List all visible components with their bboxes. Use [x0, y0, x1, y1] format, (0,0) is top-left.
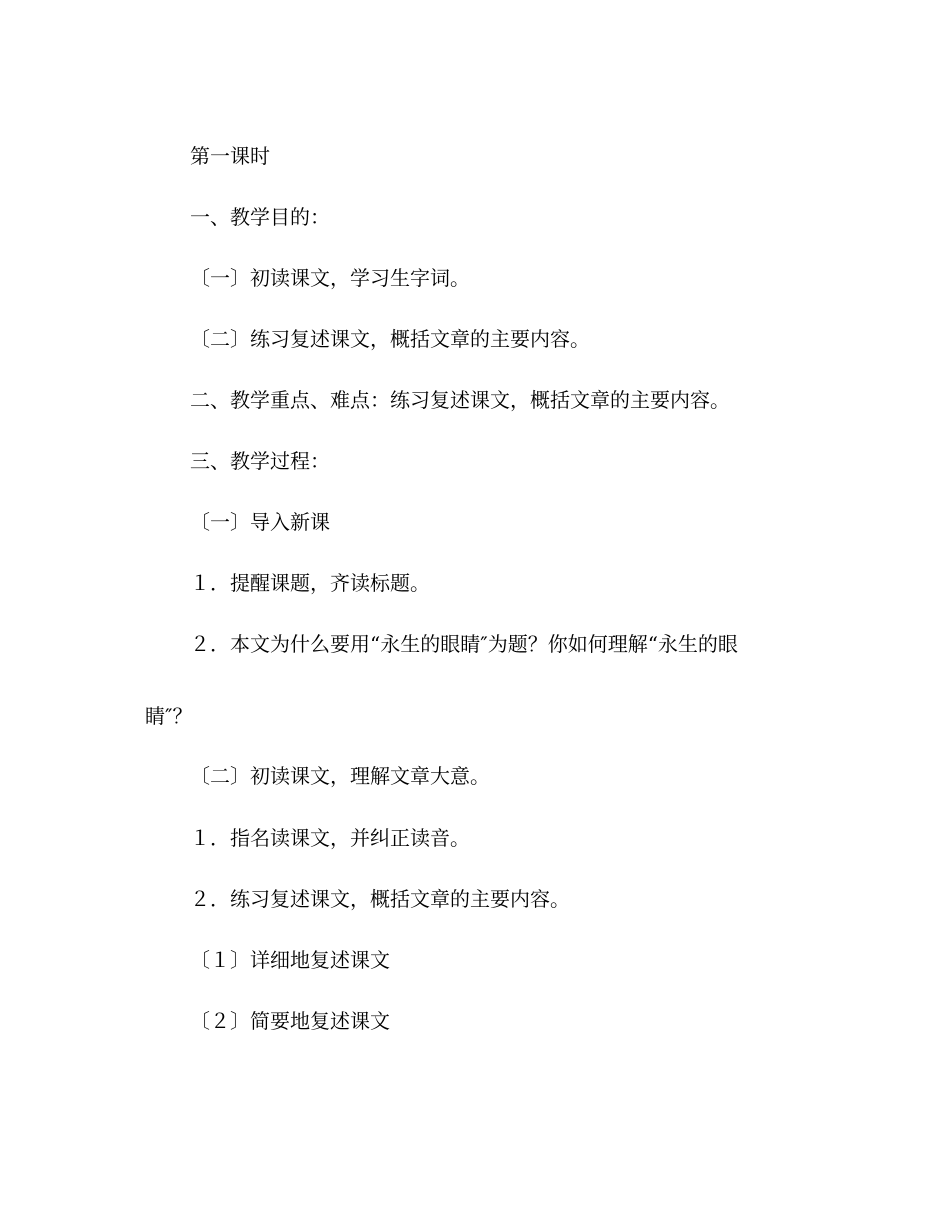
- lesson-title: 第一课时: [190, 144, 270, 168]
- objective-item-2: 〔二〕练习复述课文，概括文章的主要内容。: [190, 327, 590, 351]
- process-step-reading: 〔二〕初读课文，理解文章大意。: [190, 764, 490, 788]
- process-reading-item-1: １．指名读课文，并纠正读音。: [190, 826, 470, 850]
- process-intro-item-2: ２．本文为什么要用“永生的眼睛″为题？你如何理解“永生的眼: [190, 632, 738, 656]
- section-heading-process: 三、教学过程：: [190, 449, 330, 473]
- process-intro-item-1: １．提醒课题，齐读标题。: [190, 571, 430, 595]
- retell-subitem-2: 〔２〕简要地复述课文: [190, 1009, 390, 1033]
- section-heading-key-points: 二、教学重点、难点：练习复述课文，概括文章的主要内容。: [190, 388, 730, 412]
- process-intro-item-2-continuation: 睛″？: [145, 704, 193, 728]
- process-reading-item-2: ２．练习复述课文，概括文章的主要内容。: [190, 887, 570, 911]
- process-step-intro: 〔一〕导入新课: [190, 510, 330, 534]
- retell-subitem-1: 〔１〕详细地复述课文: [190, 948, 390, 972]
- section-heading-objectives: 一、教学目的：: [190, 205, 330, 229]
- objective-item-1: 〔一〕初读课文，学习生字词。: [190, 266, 470, 290]
